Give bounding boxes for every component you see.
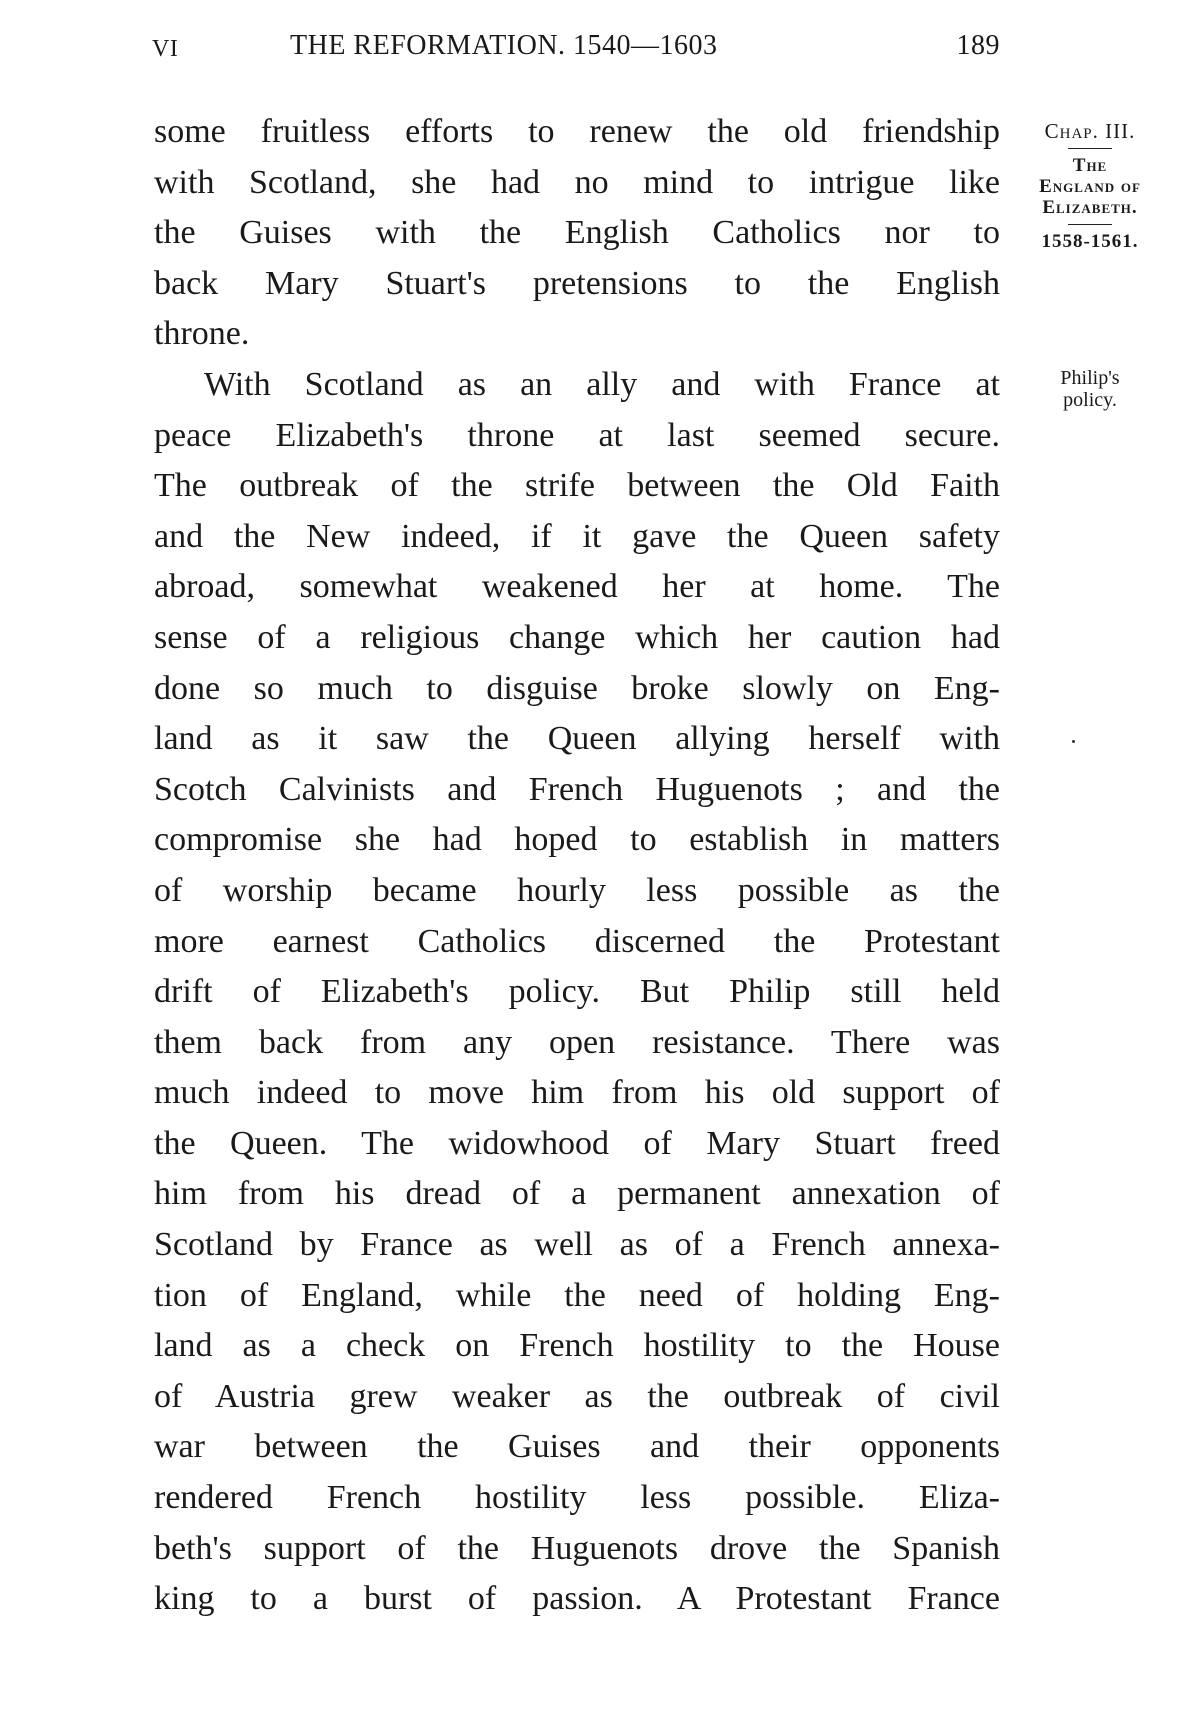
margin-rule <box>1068 224 1112 225</box>
page-number: 189 <box>956 30 1000 61</box>
body-line: land as it saw the Queen allying herself with <box>154 720 1000 758</box>
body-line: The outbreak of the strife between the Old Faith <box>154 467 1000 505</box>
body-line: abroad, somewhat weakened her at home. The <box>154 568 1000 606</box>
body-line: the Guises with the English Catholics nor to <box>154 214 1000 252</box>
side-note-line-2: policy. <box>1063 389 1117 411</box>
volume-number: VI <box>152 36 179 62</box>
body-line: beth's support of the Huguenots drove the Spanish <box>154 1529 1000 1567</box>
body-line: much indeed to move him from his old support of <box>154 1074 1000 1112</box>
body-line: Scotch Calvinists and French Huguenots ; and the <box>154 770 1000 808</box>
running-title: THE REFORMATION. 1540—1603 <box>290 30 718 61</box>
body-text <box>154 107 1000 1625</box>
body-line: more earnest Catholics discerned the Protestant <box>154 922 1000 960</box>
body-line: rendered French hostility less possible. Eliza- <box>154 1479 1000 1517</box>
body-line: war between the Guises and their opponents <box>154 1428 1000 1466</box>
body-line: done so much to disguise broke slowly on Eng- <box>154 669 1000 707</box>
body-line: them back from any open resistance. There was <box>154 1023 1000 1061</box>
date-range: 1558-1561. <box>1041 231 1139 252</box>
margin-rule <box>1068 148 1112 149</box>
body-line: throne. <box>154 315 250 353</box>
body-line: him from his dread of a permanent annexation of <box>154 1175 1000 1213</box>
section-title-line-2: England of <box>1039 176 1141 197</box>
paragraph-start-line: With Scotland as an ally and with France at <box>204 365 1000 403</box>
body-line: and the New indeed, if it gave the Queen safety <box>154 517 1000 555</box>
body-line: tion of England, while the need of holding Eng- <box>154 1276 1000 1314</box>
body-line: sense of a religious change which her caution had <box>154 618 1000 656</box>
body-line: king to a burst of passion. A Protestant France <box>154 1580 1000 1618</box>
side-note-line-1: Philip's <box>1060 367 1120 389</box>
body-line: drift of Elizabeth's policy. But Philip still held <box>154 973 1000 1011</box>
section-title-line-1: The <box>1072 155 1108 176</box>
body-line: of Austria grew weaker as the outbreak of civil <box>154 1377 1000 1415</box>
body-line: with Scotland, she had no mind to intrigue like <box>154 163 1000 201</box>
section-title-line-3: Elizabeth. <box>1042 197 1138 218</box>
stray-mark <box>1072 740 1075 743</box>
margin-side-note <box>1010 367 1170 411</box>
body-line: the Queen. The widowhood of Mary Stuart freed <box>154 1124 1000 1162</box>
body-line: back Mary Stuart's pretensions to the English <box>154 264 1000 302</box>
body-line: land as a check on French hostility to the House <box>154 1327 1000 1365</box>
chapter-label: Chap. III. <box>1044 119 1136 143</box>
body-line: of worship became hourly less possible as the <box>154 871 1000 909</box>
body-line: peace Elizabeth's throne at last seemed secure. <box>154 416 1000 454</box>
body-line: some fruitless efforts to renew the old friendship <box>154 113 1000 150</box>
margin-chapter-block <box>1010 120 1170 252</box>
body-line: Scotland by France as well as of a French annexa- <box>154 1226 1000 1264</box>
body-line: compromise she had hoped to establish in matters <box>154 821 1000 859</box>
running-head <box>150 30 1000 70</box>
